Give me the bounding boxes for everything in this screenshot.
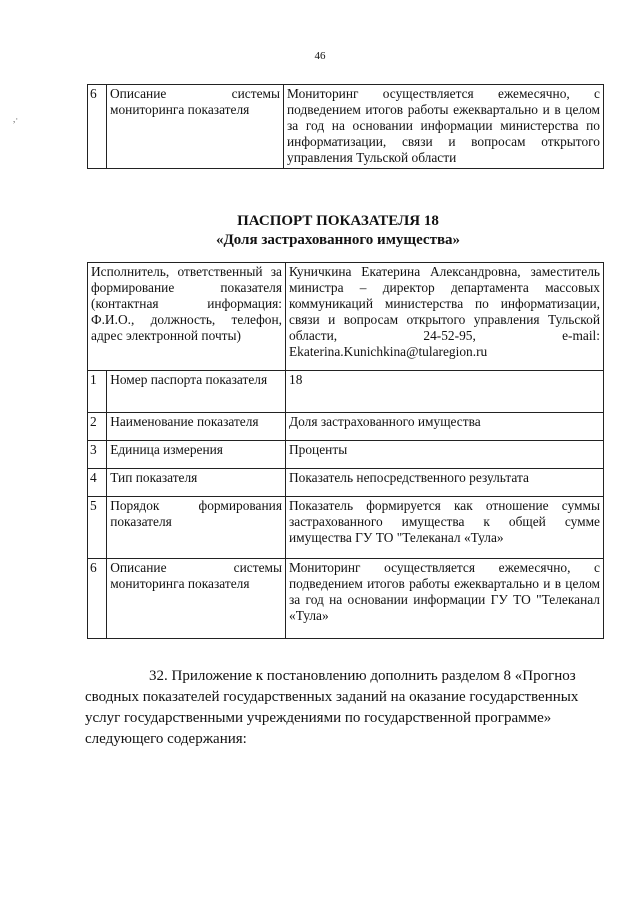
table-row [88, 441, 604, 469]
row-label: Порядок формирования показателя [107, 497, 286, 559]
row-value: 18 [286, 371, 604, 413]
amendment-paragraph [85, 666, 587, 750]
passport-table [87, 262, 604, 639]
table-row [88, 85, 604, 169]
paragraph-line: услуг государственными учреждениями по государственной программе» [85, 710, 552, 726]
executor-row [88, 263, 604, 371]
table-row [88, 497, 604, 559]
row-value: Доля застрахованного имущества [286, 413, 604, 441]
row-label: Единица измерения [107, 441, 286, 469]
row-label: Тип показателя [107, 469, 286, 497]
row-label: Наименование показателя [107, 413, 286, 441]
row-number: 3 [88, 441, 107, 469]
paragraph-line: следующего содержания: [85, 731, 247, 747]
passport-subtitle: «Доля застрахованного имущества» [215, 232, 461, 248]
row-number: 1 [88, 371, 107, 413]
passport-title: ПАСПОРТ ПОКАЗАТЕЛЯ 18 [237, 213, 439, 229]
table-row [88, 371, 604, 413]
row-label: Описание системы мониторинга показателя [107, 85, 284, 169]
row-value: Показатель непосредственного результата [286, 469, 604, 497]
row-value: Проценты [286, 441, 604, 469]
paragraph-line: 32. Приложение к постановлению дополнить разделом 8 «Прогноз [149, 668, 576, 684]
table-row [88, 559, 604, 639]
row-number: 2 [88, 413, 107, 441]
row-label: Номер паспорта показателя [107, 371, 286, 413]
executor-label: Исполнитель, ответственный за формирование показателя (контактная информация: Ф.И.О., должность, телефон, адрес электронной почты) [88, 263, 286, 371]
paragraph-line: сводных показателей государственных заданий на оказание государственных [85, 689, 579, 705]
page-number: 46 [314, 50, 326, 62]
row-label: Описание системы мониторинга показателя [107, 559, 286, 639]
continuation-table [87, 84, 604, 169]
row-value: Мониторинг осуществляется ежемесячно, с подведением итогов работы ежеквартально и в целом за год на основании информации министерства по информатизации, связи и вопросам открытого управления Тульской области [284, 85, 604, 169]
row-value: Мониторинг осуществляется ежемесячно, с подведением итогов работы ежеквартально и в целом за год на основании информации ГУ ТО "Телеканал «Тула» [286, 559, 604, 639]
row-number: 5 [88, 497, 107, 559]
row-number: 6 [88, 85, 107, 169]
executor-value: Куничкина Екатерина Александровна, заместитель министра – директор департамента массовых коммуникаций министерства по информатизации, связи и вопросам открытого управления Тульской области, 24-52-95, e-mail: Ekaterina.Kunichkina@tularegion.ru [286, 263, 604, 371]
row-number: 6 [88, 559, 107, 639]
table-row [88, 469, 604, 497]
margin-mark: ,· [13, 114, 19, 124]
table-row [88, 413, 604, 441]
row-number: 4 [88, 469, 107, 497]
row-value: Показатель формируется как отношение суммы застрахованного имущества к общей сумме имущества ГУ ТО "Телеканал «Тула» [286, 497, 604, 559]
